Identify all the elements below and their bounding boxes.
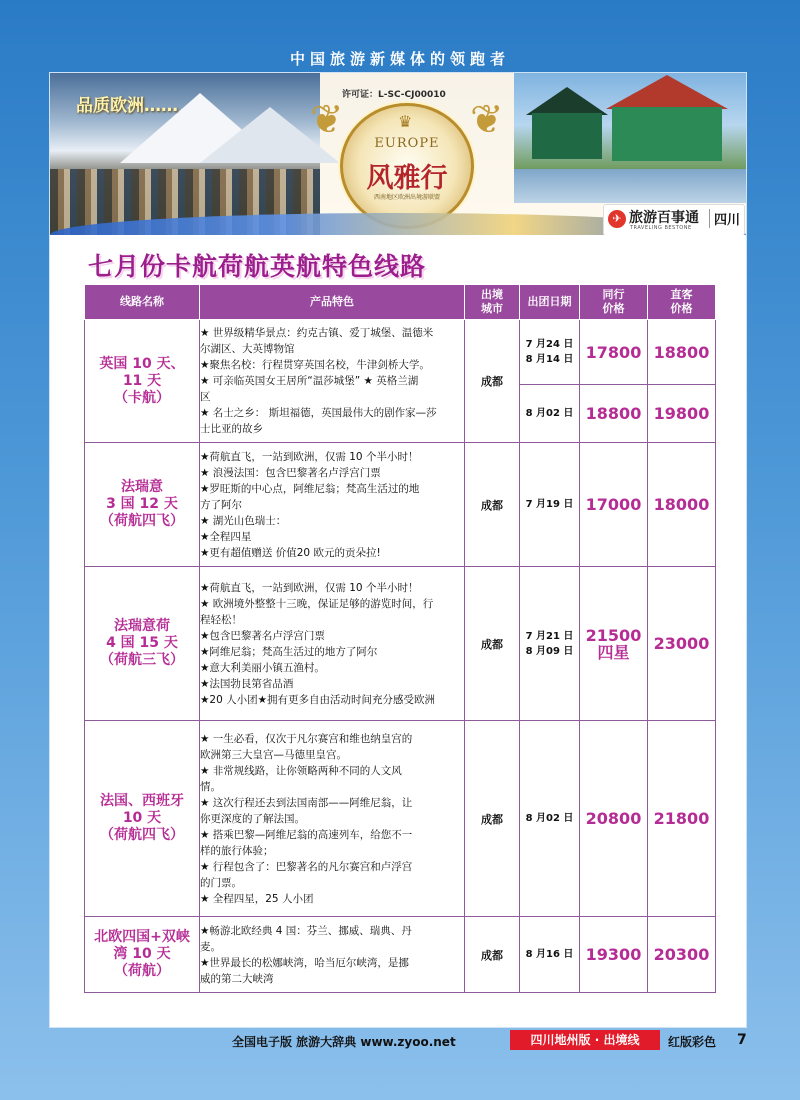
page-heading: 七月份卡航荷航英航特色线路 [88, 252, 427, 281]
brand-name: 旅游百事通 [629, 210, 699, 226]
table-row [85, 443, 716, 567]
footer-edition: 全国电子版 旅游大辞典 www.zyoo.net [232, 1035, 456, 1049]
direct-price: 19800 [648, 385, 716, 443]
peer-price: 18800 [580, 385, 648, 443]
departure-date: 7 月19 日 [520, 443, 580, 567]
departure-city: 成都 [465, 721, 520, 917]
direct-price: 18000 [648, 443, 716, 567]
header-route-name: 线路名称 [85, 285, 200, 320]
header-features: 产品特色 [200, 285, 465, 320]
departure-city: 成都 [465, 443, 520, 567]
peer-price: 19300 [580, 917, 648, 993]
peer-price: 17000 [580, 443, 648, 567]
route-features: ★荷航直飞，一站到欧洲，仅需 10 个半小时！ ★ 欧洲境外整整十三晚，保证足够的游览时间，行 程轻松！ ★包含巴黎著名卢浮宫门票 ★阿维尼翁；梵高生活过的地方了阿尔 ★意大利美丽小镇五渔村。 ★法国勃艮第省品酒 ★20 人小团★拥有更多自由活动时间充分感受欧洲 [200, 567, 465, 721]
route-name: 英国 10 天、 11 天 （卡航） [85, 320, 200, 443]
license-number: 许可证：L-SC-CJ00010 [342, 90, 446, 100]
crown-icon: ♛ [398, 112, 413, 131]
route-features: ★畅游北欧经典 4 国：芬兰、挪威、瑞典、丹 麦。 ★世界最长的松娜峡湾，哈当厄尔峡湾，是挪 威的第二大峡湾 [200, 917, 465, 993]
banner-tagline: 品质欧洲…… [76, 96, 178, 116]
direct-price: 21800 [648, 721, 716, 917]
route-name: 法国、西班牙 10 天 （荷航四飞） [85, 721, 200, 917]
peer-price: 20800 [580, 721, 648, 917]
griffin-left-icon: ❦ [310, 97, 344, 143]
route-features: ★ 一生必看，仅次于凡尔赛宫和维也纳皇宫的 欧洲第三大皇宫—马德里皇宫。 ★ 非常规线路，让你领略两种不同的人文风 情。 ★ 这次行程还去到法国南部——阿维尼翁，让 你更深度的了解法国。 ★ 搭乘巴黎—阿维尼翁的高速列车，给您不一 样的旅行体验； ★ 行程包含了：巴黎著名的凡尔赛宫和卢浮宫 的门票。 ★ 全程四星，25 人小团 [200, 721, 465, 917]
brochure-panel [50, 73, 746, 1027]
header-city: 出境 城市 [465, 285, 520, 320]
route-features: ★荷航直飞，一站到欧洲，仅需 10 个半小时！ ★ 浪漫法国：包含巴黎著名卢浮宫门票 ★罗旺斯的中心点，阿维尼翁；梵高生活过的地 方了阿尔 ★ 湖光山色瑞士： ★全程四星 ★更有超值赠送 价值20 欧元的贡朵拉! [200, 443, 465, 567]
peer-price: 21500 四星 [580, 567, 648, 721]
brand-logo [603, 204, 745, 235]
header-date: 出团日期 [520, 285, 580, 320]
slogan: 中国旅游新媒体的领跑者 [289, 50, 510, 68]
table-row [85, 721, 716, 917]
brand-english: TRAVELING BESTONE [630, 225, 692, 231]
footer-color-note: 红版彩色 [668, 1035, 717, 1049]
departure-city: 成都 [465, 320, 520, 443]
departure-city: 成都 [465, 917, 520, 993]
footer [0, 1030, 800, 1052]
europe-emblem [340, 103, 474, 229]
departure-date: 7 月21 日 8 月09 日 [520, 567, 580, 721]
route-name: 法瑞意荷 4 国 15 天 （荷航三飞） [85, 567, 200, 721]
header-peer-price: 同行 价格 [580, 285, 648, 320]
departure-date: 8 月16 日 [520, 917, 580, 993]
griffin-right-icon: ❦ [470, 97, 504, 143]
footer-badge: 四川地州版 · 出境线 [510, 1030, 660, 1050]
emblem-subtitle: 西南地区欧洲出境游联盟 [373, 194, 440, 201]
brand-icon: ✈ [608, 210, 626, 228]
table-row [85, 320, 716, 385]
peer-price: 17800 [580, 320, 648, 385]
page-number: 7 [737, 1032, 747, 1048]
departure-city: 成都 [465, 567, 520, 721]
departure-date: 7 月24 日 8 月14 日 [520, 320, 580, 385]
direct-price: 18800 [648, 320, 716, 385]
emblem-chinese: 风雅行 [366, 163, 448, 194]
table-row [85, 917, 716, 993]
routes-table [84, 284, 716, 993]
brand-region: 四川 [709, 209, 740, 228]
departure-date: 8 月02 日 [520, 721, 580, 917]
route-name: 法瑞意 3 国 12 天 （荷航四飞） [85, 443, 200, 567]
table-row [85, 567, 716, 721]
table-header-row [85, 285, 716, 320]
dutch-houses-photo [514, 73, 746, 203]
header-direct-price: 直客 价格 [648, 285, 716, 320]
banner [50, 73, 746, 235]
direct-price: 20300 [648, 917, 716, 993]
emblem-english: EUROPE [374, 136, 440, 151]
route-name: 北欧四国+双峡 湾 10 天 （荷航） [85, 917, 200, 993]
route-features: ★ 世界级精华景点：约克古镇、爱丁城堡、温德米 尔湖区、大英博物馆 ★聚焦名校：行程贯穿英国名校，牛津剑桥大学。 ★ 可亲临英国女王居所“温莎城堡” ★ 英格兰湖 区 ★ 名士之乡： 斯坦福德，英国最伟大的剧作家—莎 士比亚的故乡 [200, 320, 465, 443]
departure-date: 8 月02 日 [520, 385, 580, 443]
direct-price: 23000 [648, 567, 716, 721]
